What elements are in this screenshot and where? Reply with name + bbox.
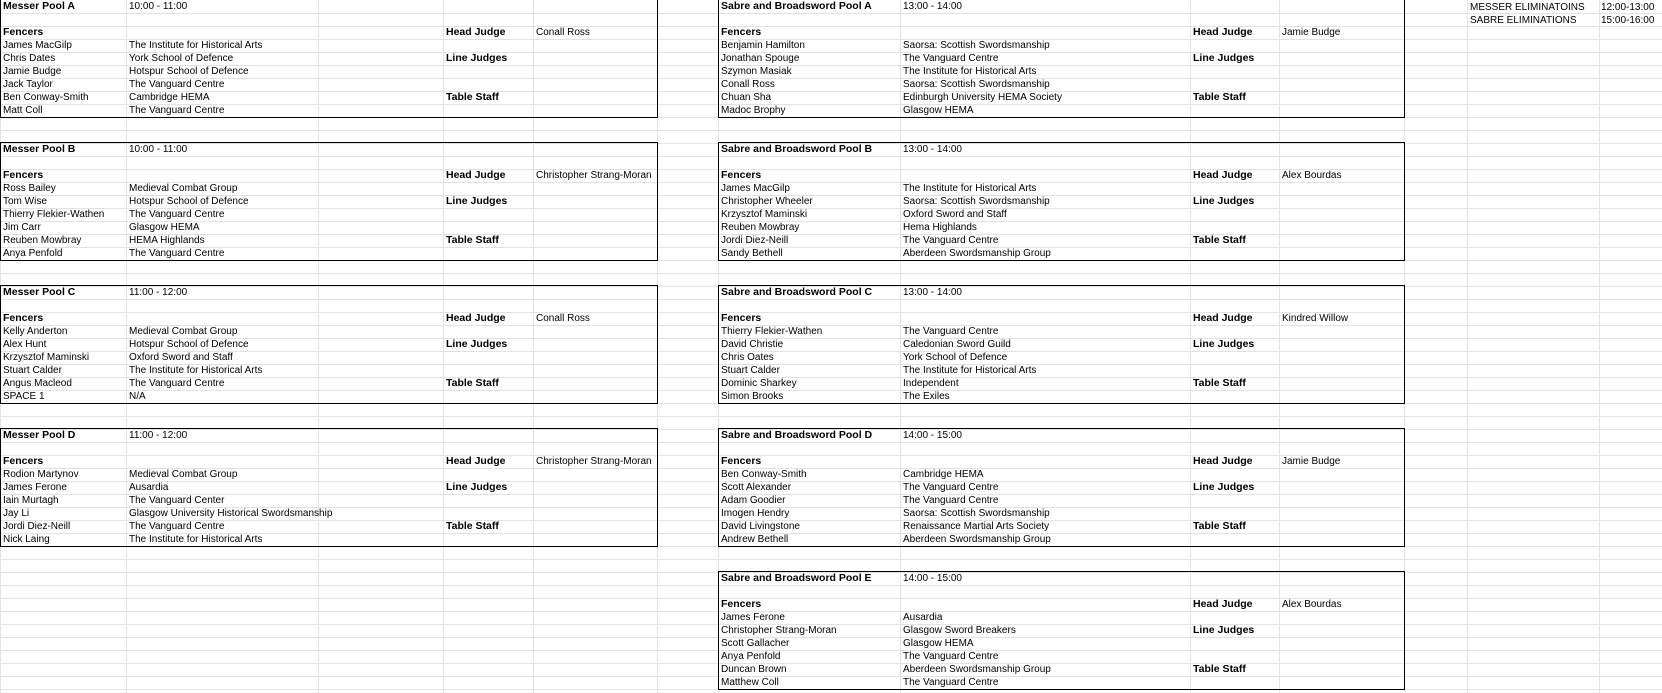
line-judges-label[interactable]: Line Judges: [1193, 52, 1255, 64]
fencer-name[interactable]: Reuben Mowbray: [3, 235, 82, 246]
fencer-club[interactable]: The Vanguard Centre: [903, 53, 999, 64]
fencer-name[interactable]: Angus Macleod: [3, 378, 72, 389]
fencer-name[interactable]: Ross Bailey: [3, 183, 56, 194]
fencers-header[interactable]: Fencers: [721, 26, 762, 38]
head-judge-label[interactable]: Head Judge: [1193, 312, 1253, 324]
pool-title[interactable]: Sabre and Broadsword Pool C: [721, 286, 873, 298]
fencer-club[interactable]: The Vanguard Centre: [129, 105, 225, 116]
head-judge-label[interactable]: Head Judge: [446, 312, 506, 324]
fencer-name[interactable]: Thierry Flekier-Wathen: [721, 326, 823, 337]
fencer-club[interactable]: Glasgow Sword Breakers: [903, 625, 1016, 636]
fencer-club[interactable]: Medieval Combat Group: [129, 326, 238, 337]
table-staff-label[interactable]: Table Staff: [446, 91, 499, 103]
fencer-club[interactable]: Glasgow HEMA: [129, 222, 200, 233]
fencer-club[interactable]: Aberdeen Swordsmanship Group: [903, 534, 1051, 545]
line-judges-label[interactable]: Line Judges: [446, 481, 508, 493]
fencer-club[interactable]: Saorsa: Scottish Swordsmanship: [903, 508, 1050, 519]
pool-title[interactable]: Messer Pool C: [3, 286, 76, 298]
head-judge-name[interactable]: Alex Bourdas: [1282, 599, 1342, 610]
table-staff-label[interactable]: Table Staff: [1193, 377, 1246, 389]
fencer-club[interactable]: York School of Defence: [903, 352, 1008, 363]
fencer-club[interactable]: The Vanguard Centre: [903, 326, 999, 337]
fencer-club[interactable]: The Vanguard Centre: [129, 79, 225, 90]
line-judges-label[interactable]: Line Judges: [1193, 481, 1255, 493]
fencer-name[interactable]: James Ferone: [721, 612, 785, 623]
fencer-club[interactable]: Cambridge HEMA: [129, 92, 210, 103]
fencer-club[interactable]: York School of Defence: [129, 53, 234, 64]
fencer-name[interactable]: Szymon Masiak: [721, 66, 792, 77]
fencer-club[interactable]: The Vanguard Centre: [129, 521, 225, 532]
fencer-name[interactable]: Duncan Brown: [721, 664, 787, 675]
fencer-club[interactable]: The Institute for Historical Arts: [903, 66, 1037, 77]
head-judge-name[interactable]: Christopher Strang-Moran: [536, 170, 652, 181]
fencer-club[interactable]: Oxford Sword and Staff: [903, 209, 1007, 220]
line-judges-label[interactable]: Line Judges: [1193, 195, 1255, 207]
fencer-name[interactable]: Christopher Strang-Moran: [721, 625, 837, 636]
fencer-club[interactable]: Hotspur School of Defence: [129, 196, 249, 207]
line-judges-label[interactable]: Line Judges: [446, 52, 508, 64]
pool-time[interactable]: 11:00 - 12:00: [129, 287, 188, 298]
fencer-club[interactable]: Edinburgh University HEMA Society: [903, 92, 1062, 103]
fencer-name[interactable]: Krzysztof Maminski: [721, 209, 808, 220]
pool-title[interactable]: Messer Pool D: [3, 429, 76, 441]
fencer-name[interactable]: Conall Ross: [721, 79, 775, 90]
fencer-name[interactable]: Rodion Martynov: [3, 469, 79, 480]
fencer-name[interactable]: Thierry Flekier-Wathen: [3, 209, 105, 220]
head-judge-label[interactable]: Head Judge: [446, 26, 506, 38]
fencers-header[interactable]: Fencers: [3, 312, 44, 324]
pool-time[interactable]: 14:00 - 15:00: [903, 573, 962, 584]
table-staff-label[interactable]: Table Staff: [1193, 663, 1246, 675]
head-judge-name[interactable]: Conall Ross: [536, 313, 590, 324]
fencer-name[interactable]: Anya Penfold: [3, 248, 63, 259]
fencer-name[interactable]: Iain Murtagh: [3, 495, 59, 506]
table-staff-label[interactable]: Table Staff: [446, 234, 499, 246]
head-judge-label[interactable]: Head Judge: [1193, 598, 1253, 610]
fencer-club[interactable]: The Institute for Historical Arts: [903, 365, 1037, 376]
fencer-club[interactable]: Glasgow University Historical Swordsmanship: [129, 508, 333, 519]
pool-title[interactable]: Sabre and Broadsword Pool A: [721, 0, 872, 12]
fencer-club[interactable]: Independent: [903, 378, 959, 389]
fencer-club[interactable]: Saorsa: Scottish Swordsmanship: [903, 196, 1050, 207]
fencer-name[interactable]: Benjamin Hamilton: [721, 40, 805, 51]
table-staff-label[interactable]: Table Staff: [1193, 234, 1246, 246]
fencer-club[interactable]: The Institute for Historical Arts: [129, 365, 263, 376]
fencer-name[interactable]: Alex Hunt: [3, 339, 47, 350]
fencer-club[interactable]: Saorsa: Scottish Swordsmanship: [903, 40, 1050, 51]
fencer-name[interactable]: Sandy Bethell: [721, 248, 783, 259]
table-staff-label[interactable]: Table Staff: [446, 520, 499, 532]
fencer-name[interactable]: Simon Brooks: [721, 391, 784, 402]
fencer-club[interactable]: The Institute for Historical Arts: [129, 534, 263, 545]
fencers-header[interactable]: Fencers: [721, 598, 762, 610]
fencer-club[interactable]: The Vanguard Centre: [903, 495, 999, 506]
elimination-label[interactable]: MESSER ELIMINATOINS: [1470, 2, 1585, 13]
line-judges-label[interactable]: Line Judges: [1193, 624, 1255, 636]
fencer-name[interactable]: Imogen Hendry: [721, 508, 790, 519]
fencer-club[interactable]: Aberdeen Swordsmanship Group: [903, 664, 1051, 675]
fencer-name[interactable]: Anya Penfold: [721, 651, 781, 662]
elimination-time[interactable]: 15:00-16:00: [1601, 15, 1655, 26]
fencer-club[interactable]: The Vanguard Centre: [129, 248, 225, 259]
fencer-club[interactable]: Glasgow HEMA: [903, 105, 974, 116]
fencer-name[interactable]: Ben Conway-Smith: [721, 469, 807, 480]
fencer-name[interactable]: Kelly Anderton: [3, 326, 68, 337]
fencers-header[interactable]: Fencers: [721, 455, 762, 467]
fencer-name[interactable]: Jamie Budge: [3, 66, 62, 77]
pool-time[interactable]: 11:00 - 12:00: [129, 430, 188, 441]
pool-time[interactable]: 14:00 - 15:00: [903, 430, 962, 441]
fencer-club[interactable]: Oxford Sword and Staff: [129, 352, 233, 363]
fencer-club[interactable]: The Vanguard Centre: [129, 209, 225, 220]
fencer-name[interactable]: James MacGilp: [721, 183, 790, 194]
fencer-name[interactable]: David Livingstone: [721, 521, 800, 532]
fencer-name[interactable]: Dominic Sharkey: [721, 378, 797, 389]
head-judge-label[interactable]: Head Judge: [446, 455, 506, 467]
table-staff-label[interactable]: Table Staff: [1193, 520, 1246, 532]
fencers-header[interactable]: Fencers: [3, 169, 44, 181]
line-judges-label[interactable]: Line Judges: [446, 195, 508, 207]
fencer-name[interactable]: Chris Oates: [721, 352, 774, 363]
pool-title[interactable]: Messer Pool A: [3, 0, 75, 12]
fencer-club[interactable]: Saorsa: Scottish Swordsmanship: [903, 79, 1050, 90]
head-judge-label[interactable]: Head Judge: [446, 169, 506, 181]
fencer-name[interactable]: Jonathan Spouge: [721, 53, 800, 64]
pool-time[interactable]: 10:00 - 11:00: [129, 1, 188, 12]
fencer-club[interactable]: HEMA Highlands: [129, 235, 205, 246]
pool-title[interactable]: Sabre and Broadsword Pool D: [721, 429, 873, 441]
fencer-name[interactable]: Stuart Calder: [721, 365, 780, 376]
fencer-club[interactable]: Ausardia: [903, 612, 943, 623]
fencer-name[interactable]: Chuan Sha: [721, 92, 772, 103]
pool-title[interactable]: Sabre and Broadsword Pool E: [721, 572, 872, 584]
table-staff-label[interactable]: Table Staff: [446, 377, 499, 389]
fencer-name[interactable]: Madoc Brophy: [721, 105, 786, 116]
head-judge-name[interactable]: Jamie Budge: [1282, 456, 1341, 467]
pool-title[interactable]: Sabre and Broadsword Pool B: [721, 143, 873, 155]
head-judge-name[interactable]: Alex Bourdas: [1282, 170, 1342, 181]
fencer-club[interactable]: Glasgow HEMA: [903, 638, 974, 649]
fencer-name[interactable]: Ben Conway-Smith: [3, 92, 89, 103]
fencer-name[interactable]: Jordi Diez-Neill: [721, 235, 789, 246]
pool-title[interactable]: Messer Pool B: [3, 143, 76, 155]
head-judge-name[interactable]: Christopher Strang-Moran: [536, 456, 652, 467]
fencer-name[interactable]: Jordi Diez-Neill: [3, 521, 71, 532]
fencer-name[interactable]: Reuben Mowbray: [721, 222, 800, 233]
fencer-club[interactable]: The Vanguard Center: [129, 495, 225, 506]
fencer-club[interactable]: The Vanguard Centre: [129, 378, 225, 389]
fencers-header[interactable]: Fencers: [721, 169, 762, 181]
fencer-name[interactable]: David Christie: [721, 339, 784, 350]
fencer-name[interactable]: James Ferone: [3, 482, 67, 493]
fencer-club[interactable]: The Vanguard Centre: [903, 651, 999, 662]
line-judges-label[interactable]: Line Judges: [446, 338, 508, 350]
head-judge-name[interactable]: Conall Ross: [536, 27, 590, 38]
fencer-name[interactable]: Chris Dates: [3, 53, 56, 64]
table-staff-label[interactable]: Table Staff: [1193, 91, 1246, 103]
fencers-header[interactable]: Fencers: [3, 26, 44, 38]
fencer-name[interactable]: Matt Coll: [3, 105, 43, 116]
fencer-name[interactable]: Krzysztof Maminski: [3, 352, 90, 363]
fencer-name[interactable]: Jay Li: [3, 508, 30, 519]
fencer-club[interactable]: Hema Highlands: [903, 222, 977, 233]
fencer-club[interactable]: The Institute for Historical Arts: [903, 183, 1037, 194]
fencer-club[interactable]: The Exiles: [903, 391, 950, 402]
fencer-club[interactable]: Medieval Combat Group: [129, 469, 238, 480]
fencers-header[interactable]: Fencers: [3, 455, 44, 467]
fencer-club[interactable]: The Vanguard Centre: [903, 677, 999, 688]
fencer-club[interactable]: Medieval Combat Group: [129, 183, 238, 194]
fencer-club[interactable]: Ausardia: [129, 482, 169, 493]
fencer-name[interactable]: Jim Carr: [3, 222, 41, 233]
fencer-club[interactable]: Hotspur School of Defence: [129, 66, 249, 77]
fencer-name[interactable]: Adam Goodier: [721, 495, 786, 506]
elimination-time[interactable]: 12:00-13:00: [1601, 2, 1655, 13]
fencer-name[interactable]: James MacGilp: [3, 40, 72, 51]
fencer-name[interactable]: Scott Gallacher: [721, 638, 790, 649]
fencer-club[interactable]: The Institute for Historical Arts: [129, 40, 263, 51]
fencer-name[interactable]: Tom Wise: [3, 196, 47, 207]
head-judge-label[interactable]: Head Judge: [1193, 26, 1253, 38]
elimination-label[interactable]: SABRE ELIMINATIONS: [1470, 15, 1577, 26]
pool-time[interactable]: 13:00 - 14:00: [903, 144, 962, 155]
fencer-name[interactable]: Stuart Calder: [3, 365, 62, 376]
fencer-name[interactable]: Andrew Bethell: [721, 534, 789, 545]
fencer-name[interactable]: Jack Taylor: [3, 79, 53, 90]
fencer-name[interactable]: Christopher Wheeler: [721, 196, 813, 207]
fencer-name[interactable]: Scott Alexander: [721, 482, 792, 493]
head-judge-label[interactable]: Head Judge: [1193, 169, 1253, 181]
fencer-club[interactable]: Caledonian Sword Guild: [903, 339, 1011, 350]
pool-time[interactable]: 13:00 - 14:00: [903, 287, 962, 298]
fencer-club[interactable]: The Vanguard Centre: [903, 235, 999, 246]
head-judge-label[interactable]: Head Judge: [1193, 455, 1253, 467]
pool-time[interactable]: 10:00 - 11:00: [129, 144, 188, 155]
fencer-club[interactable]: Aberdeen Swordsmanship Group: [903, 248, 1051, 259]
fencer-club[interactable]: Cambridge HEMA: [903, 469, 984, 480]
fencer-club[interactable]: The Vanguard Centre: [903, 482, 999, 493]
head-judge-name[interactable]: Kindred Willow: [1282, 313, 1349, 324]
pool-time[interactable]: 13:00 - 14:00: [903, 1, 962, 12]
fencer-club[interactable]: Hotspur School of Defence: [129, 339, 249, 350]
fencer-club[interactable]: Renaissance Martial Arts Society: [903, 521, 1050, 532]
fencer-club[interactable]: N/A: [129, 391, 146, 402]
head-judge-name[interactable]: Jamie Budge: [1282, 27, 1341, 38]
line-judges-label[interactable]: Line Judges: [1193, 338, 1255, 350]
fencer-name[interactable]: SPACE 1: [3, 391, 45, 402]
fencer-name[interactable]: Nick Laing: [3, 534, 50, 545]
fencers-header[interactable]: Fencers: [721, 312, 762, 324]
fencer-name[interactable]: Matthew Coll: [721, 677, 779, 688]
